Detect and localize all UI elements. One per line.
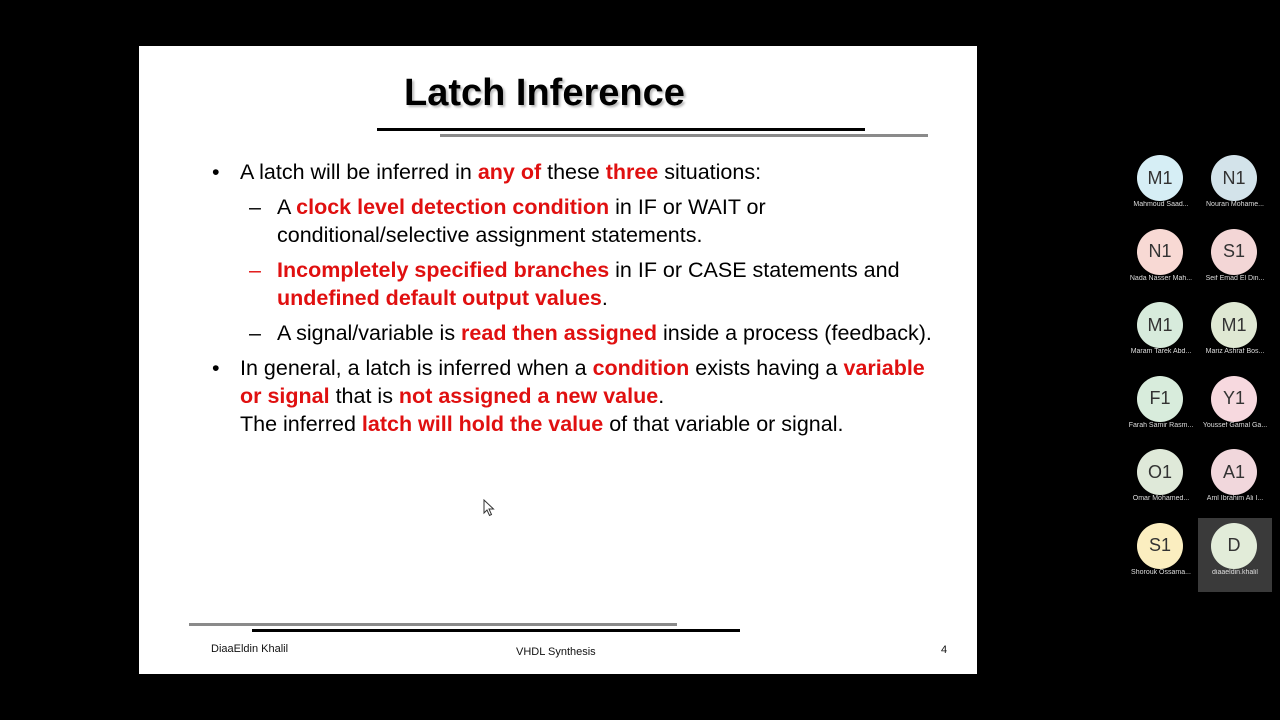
- participant-avatar: S1: [1137, 523, 1183, 569]
- bullet-text: situations:: [658, 160, 762, 184]
- participant-avatar: M1: [1211, 302, 1257, 348]
- participant-tile[interactable]: [1124, 224, 1198, 298]
- slide-page-number: 4: [941, 644, 948, 656]
- highlighted-text: any of: [477, 160, 542, 184]
- sub-bullet-item: [212, 319, 932, 347]
- participant-tile[interactable]: [1198, 518, 1272, 592]
- participant-name: Omar Mohamed...: [1132, 495, 1190, 502]
- participant-tile[interactable]: [1198, 150, 1272, 224]
- participant-avatar: M1: [1137, 155, 1183, 201]
- bullet-text: In general, a latch is inferred when a: [240, 356, 593, 380]
- bullet-dash: –: [249, 258, 261, 282]
- bullet-text: exists having a: [689, 356, 844, 380]
- participant-avatar: Y1: [1211, 376, 1257, 422]
- highlighted-text: read then assigned: [461, 321, 657, 345]
- mouse-pointer-icon: [483, 499, 495, 517]
- bullet-text: A latch will be inferred in: [240, 160, 478, 184]
- bullet-text: that is: [329, 384, 399, 408]
- participant-name: Nada Nasser Mah...: [1129, 274, 1193, 282]
- participant-tile[interactable]: [1124, 297, 1198, 371]
- presentation-slide: Latch Inference • A latch will be inferred in any of these three situations: – A clock level detection condition in IF or WAIT or conditional/selective assignment statements. – Incompletely specified branches in IF or CASE statements and undefined default output values. – A signal/variable is read then assigned inside a process (feedback). • In general, a latch is inferred when a condition exists having a variable or signal that is not assigned a new value. The inferred latch will hold the value of that variable or signal. DiaaEldin Khalil VHDL Synthesis 4: [139, 46, 977, 674]
- bullet-dash: –: [249, 321, 261, 345]
- participant-name: diaaeldin.khalil: [1212, 568, 1258, 576]
- footer-author: DiaaEldin Khalil: [211, 643, 289, 655]
- title-underline: [377, 128, 865, 131]
- bullet-text: .: [601, 286, 608, 310]
- participant-name: Farah Samir Rasm...: [1128, 421, 1194, 429]
- participant-avatar: N1: [1211, 155, 1257, 201]
- footer-topic: VHDL Synthesis: [516, 646, 596, 658]
- highlighted-text: condition: [592, 356, 690, 380]
- participant-avatar: F1: [1137, 376, 1183, 422]
- footer-rule: [252, 629, 740, 632]
- bullet-text: inside a process (feedback).: [657, 321, 932, 345]
- bullet-dot: •: [212, 356, 220, 380]
- participant-avatar: S1: [1211, 229, 1257, 275]
- bullet-item: [212, 158, 932, 186]
- bullet-text: in IF or WAIT or conditional/selective assignment statements.: [277, 195, 766, 247]
- bullet-text: .: [658, 384, 665, 408]
- participant-tile[interactable]: [1124, 150, 1198, 224]
- bullet-list: [212, 158, 932, 445]
- footer-rule-shadow: [189, 623, 677, 626]
- highlighted-text: latch will hold the value: [361, 412, 604, 436]
- participant-avatar: D: [1211, 523, 1257, 569]
- participant-avatar: N1: [1137, 229, 1183, 275]
- participant-name: Aml Ibrahim Ali I...: [1206, 495, 1264, 502]
- participant-name: Mahmoud Saad...: [1133, 201, 1189, 208]
- highlighted-text: clock level detection condition: [296, 195, 610, 219]
- highlighted-text: Incompletely specified branches: [277, 258, 610, 282]
- title-underline-shadow: [440, 134, 928, 137]
- participant-name: Seif Emad El Din...: [1205, 274, 1265, 282]
- bullet-item: [212, 354, 932, 438]
- participant-avatar: A1: [1211, 449, 1257, 495]
- participant-name: Youssef Gamal Ga...: [1202, 421, 1268, 429]
- participant-name: Mariz Ashraf Bos...: [1205, 348, 1265, 355]
- sub-bullet-item: [212, 193, 932, 249]
- participant-tile[interactable]: [1124, 371, 1198, 445]
- highlighted-text: variable or signal: [240, 356, 925, 408]
- bullet-text: these: [541, 160, 606, 184]
- highlighted-text: three: [605, 160, 659, 184]
- participant-tile[interactable]: [1198, 297, 1272, 371]
- bullet-dash: –: [249, 195, 261, 219]
- bullet-text: A: [277, 195, 297, 219]
- participant-name: Maram Tarek Abd...: [1130, 348, 1192, 355]
- participant-avatar: M1: [1137, 302, 1183, 348]
- highlighted-text: not assigned a new value: [398, 384, 659, 408]
- participant-name: Nouran Mohame...: [1206, 201, 1264, 208]
- bullet-text: The inferred: [240, 412, 362, 436]
- bullet-text: of that variable or signal.: [603, 412, 844, 436]
- participant-tile[interactable]: [1198, 371, 1272, 445]
- highlighted-text: undefined default output values: [277, 286, 602, 310]
- bullet-text: in IF or CASE statements and: [609, 258, 900, 282]
- participant-name: Shorouk Ossama...: [1131, 568, 1191, 576]
- bullet-text: A signal/variable is: [277, 321, 462, 345]
- participant-tile[interactable]: [1124, 444, 1198, 518]
- participant-tile[interactable]: [1198, 224, 1272, 298]
- participant-tile[interactable]: [1198, 444, 1272, 518]
- participant-avatar: O1: [1137, 449, 1183, 495]
- bullet-dot: •: [212, 160, 220, 184]
- participant-tile[interactable]: [1124, 518, 1198, 592]
- sub-bullet-item: [212, 256, 932, 312]
